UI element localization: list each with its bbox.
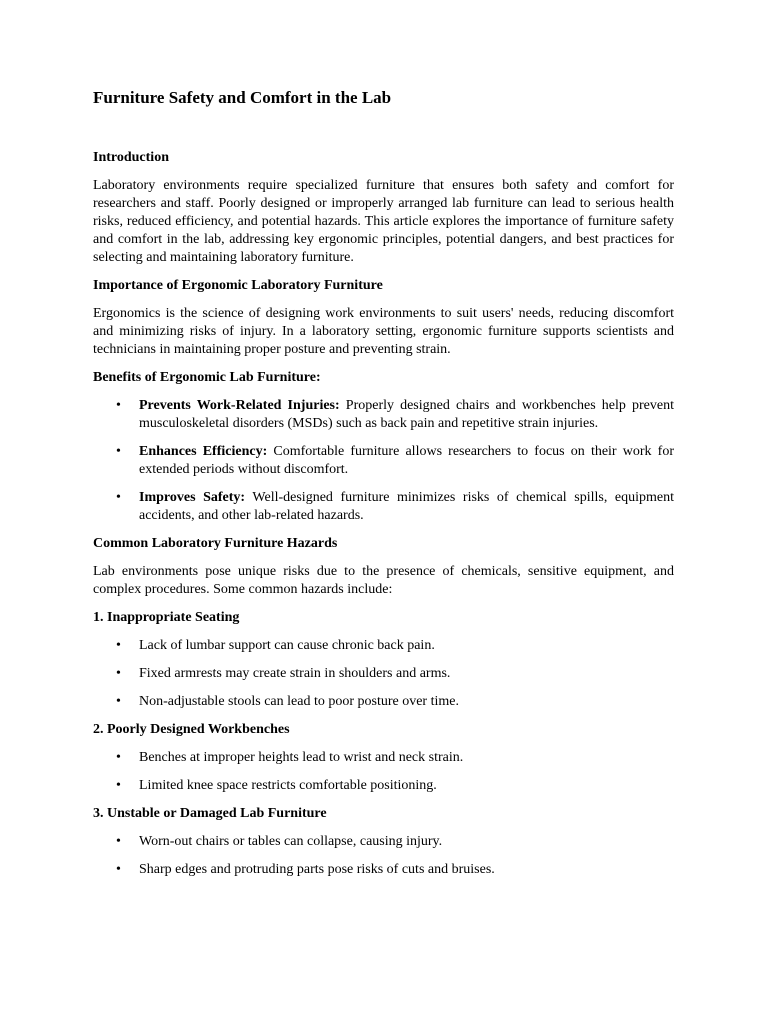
benefits-heading: Benefits of Ergonomic Lab Furniture: [93, 370, 321, 385]
benefit-text: Properly designed chairs and workbenches help prevent musculoskeletal disorders (MSDs) such as back pain and repetitive strain injuries. [139, 398, 674, 431]
hazard-section-heading: 2. Poorly Designed Workbenches [93, 722, 290, 737]
ergonomics-heading: Importance of Ergonomic Laboratory Furniture [93, 278, 383, 293]
document-body [93, 149, 674, 889]
ergonomics-paragraph: Ergonomics is the science of designing work environments to suit users' needs, reducing discomfort and minimizing risks of injury. In a laboratory setting, ergonomic furniture supports scientists and technicians in maintaining proper posture and preventing strain. [93, 306, 674, 357]
list-item: • Worn-out chairs or tables can collapse, causing injury. [139, 833, 674, 851]
list-item [139, 489, 674, 525]
hazards-paragraph: Lab environments pose unique risks due to the presence of chemicals, sensitive equipment, and complex procedures. Some common hazards include: [93, 564, 674, 597]
benefit-text: Well-designed furniture minimizes risks of chemical spills, equipment accidents, and other lab-related hazards. [139, 490, 674, 523]
hazard-section-heading: 1. Inappropriate Seating [93, 610, 240, 625]
hazard-list [93, 637, 674, 711]
list-item [139, 397, 674, 433]
list-item: • Fixed armrests may create strain in shoulders and arms. [139, 665, 674, 683]
list-item: • Sharp edges and protruding parts pose risks of cuts and bruises. [139, 861, 674, 879]
hazard-list [93, 749, 674, 795]
intro-paragraph: Laboratory environments require specialized furniture that ensures both safety and comfort for researchers and staff. Poorly designed or improperly arranged lab furniture can lead to serious health risks, reduced efficiency, and potential hazards. This article explores the importance of furniture safety and comfort in the lab, addressing key ergonomic principles, potential dangers, and best practices for selecting and maintaining laboratory furniture. [93, 178, 674, 265]
benefit-title: Enhances Efficiency: [139, 444, 268, 459]
benefits-list [93, 397, 674, 525]
list-item: • Lack of lumbar support can cause chronic back pain. [139, 637, 674, 655]
benefit-title: Improves Safety: [139, 490, 246, 505]
list-item: • Non-adjustable stools can lead to poor posture over time. [139, 693, 674, 711]
list-item: • Benches at improper heights lead to wrist and neck strain. [139, 749, 674, 767]
benefit-title: Prevents Work-Related Injuries: [139, 398, 340, 413]
list-item [139, 443, 674, 479]
hazards-heading: Common Laboratory Furniture Hazards [93, 536, 338, 551]
document-title: Furniture Safety and Comfort in the Lab [93, 88, 392, 107]
hazard-list [93, 833, 674, 879]
hazard-section-heading: 3. Unstable or Damaged Lab Furniture [93, 806, 327, 821]
benefit-text: Comfortable furniture allows researchers to focus on their work for extended periods without discomfort. [139, 444, 674, 477]
list-item: • Limited knee space restricts comfortable positioning. [139, 777, 674, 795]
intro-heading: Introduction [93, 150, 169, 165]
